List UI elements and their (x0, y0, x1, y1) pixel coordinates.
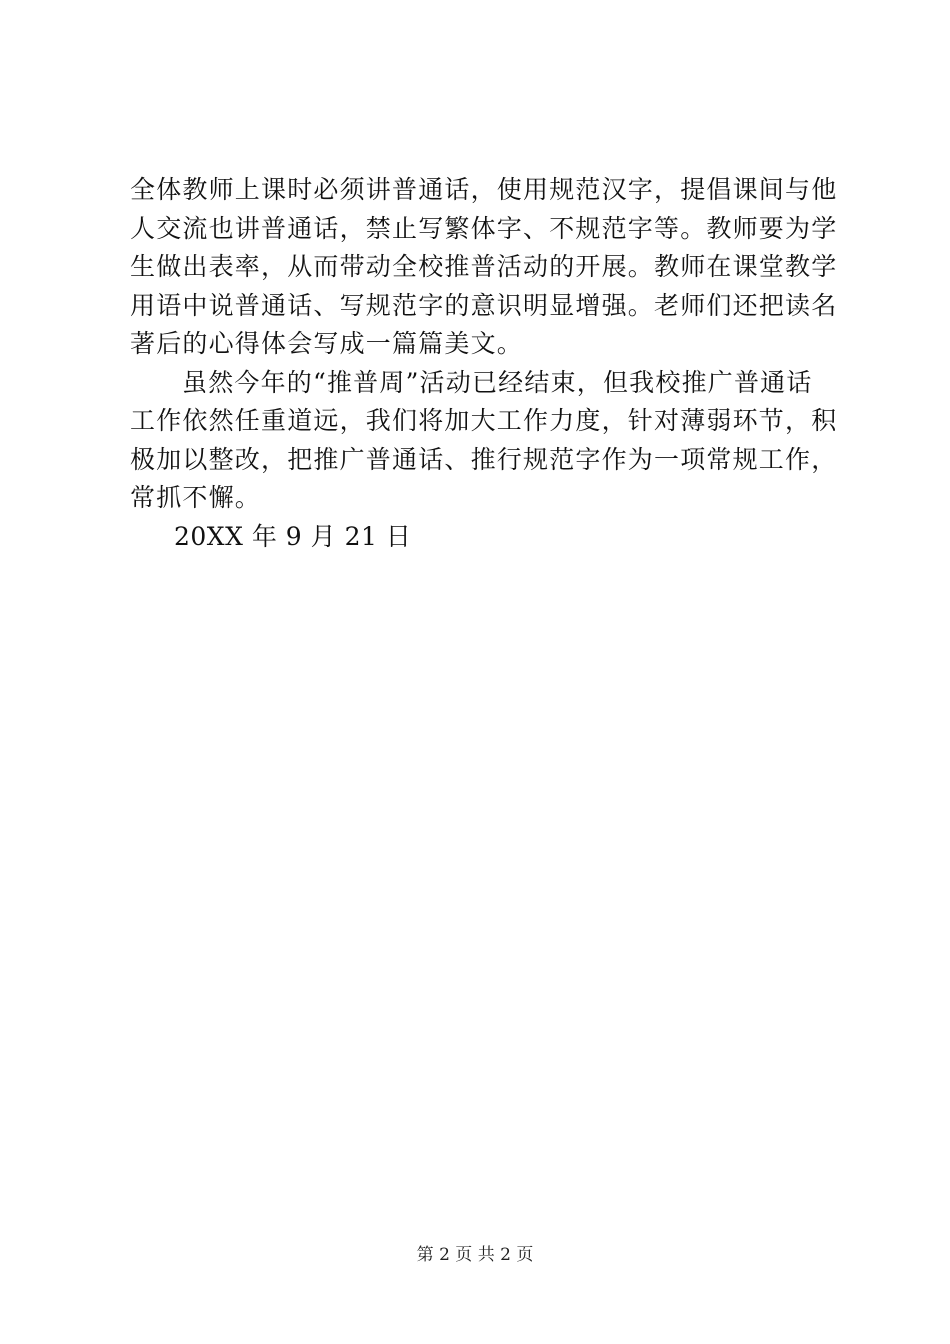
paragraph-line: 用语中说普通话、写规范字的意识明显增强。老师们还把读名 (130, 290, 838, 320)
paragraph-line: 工作依然任重道远，我们将加大工作力度，针对薄弱环节，积 (130, 406, 838, 435)
document-date: 20XX 年 9 月 21 日 (174, 521, 412, 551)
paragraph-line: 著后的心得体会写成一篇篇美文。 (130, 329, 524, 358)
document-body (130, 171, 838, 556)
paragraph-line: 常抓不懈。 (130, 483, 262, 512)
paragraph-line: 虽然今年的“推普周”活动已经结束，但我校推广普通话 (182, 367, 813, 397)
paragraph-line: 人交流也讲普通话，禁止写繁体字、不规范字等。教师要为学 (130, 213, 838, 243)
page-footer: 第 2 页 共 2 页 (416, 1245, 534, 1265)
paragraph-line: 生做出表率，从而带动全校推普活动的开展。教师在课堂教学 (130, 252, 838, 281)
paragraph-line: 全体教师上课时必须讲普通话，使用规范汉字，提倡课间与他 (130, 175, 838, 204)
paragraph-line: 极加以整改，把推广普通话、推行规范字作为一项常规工作， (130, 444, 838, 474)
